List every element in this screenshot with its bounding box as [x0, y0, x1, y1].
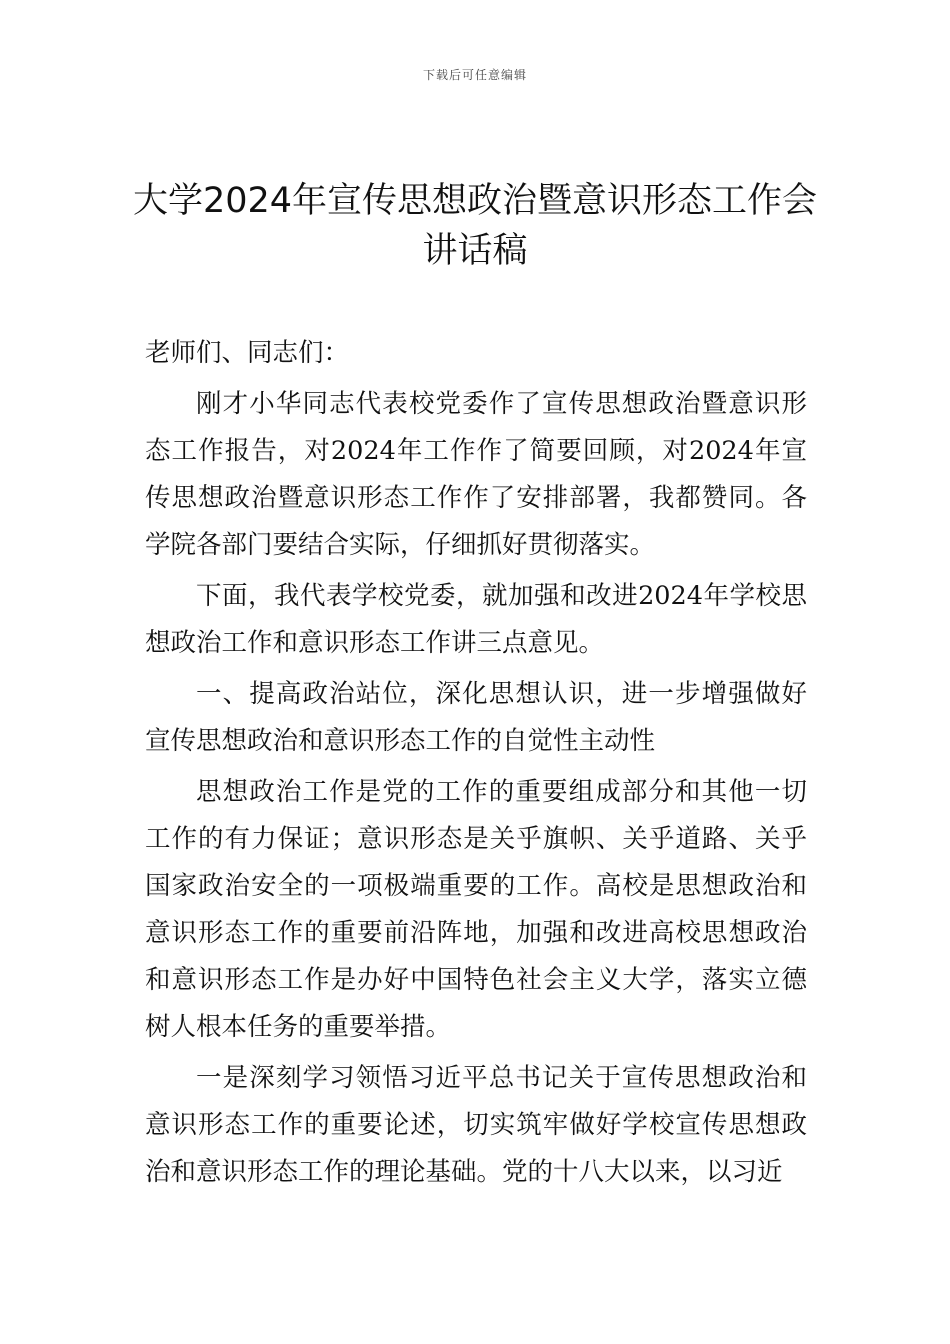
- section-heading: 一、提高政治站位，深化思想认识，进一步增强做好宣传思想政治和意识形态工作的自觉性主动性: [145, 679, 807, 756]
- paragraph: 一是深刻学习领悟习近平总书记关于宣传思想政治和意识形态工作的重要论述，切实筑牢做好学校宣传思想政治和意识形态工作的理论基础。党的十八大以来，以习近: [145, 1063, 807, 1187]
- paragraph: 刚才小华同志代表校党委作了宣传思想政治暨意识形态工作报告，对2024年工作作了简要回顾，对2024年宣传思想政治暨意识形态工作作了安排部署，我都赞同。各学院各部门要结合实际，仔细抓好贯彻落实。: [145, 389, 807, 560]
- salutation: 老师们、同志们：: [145, 338, 350, 368]
- page-header-note: 下载后可任意编辑: [422, 68, 527, 82]
- document-title: 大学2024年宣传思想政治暨意识形态工作会讲话稿: [132, 181, 818, 271]
- paragraph: 思想政治工作是党的工作的重要组成部分和其他一切工作的有力保证；意识形态是关乎旗帜、关乎道路、关乎国家政治安全的一项极端重要的工作。高校是思想政治和意识形态工作的重要前沿阵地，加强和改进高校思想政治和意识形态工作是办好中国特色社会主义大学，落实立德树人根本任务的重要举措。: [145, 777, 807, 1042]
- paragraph: 下面，我代表学校党委，就加强和改进2024年学校思想政治工作和意识形态工作讲三点意见。: [145, 581, 807, 658]
- document-body: [145, 330, 807, 1196]
